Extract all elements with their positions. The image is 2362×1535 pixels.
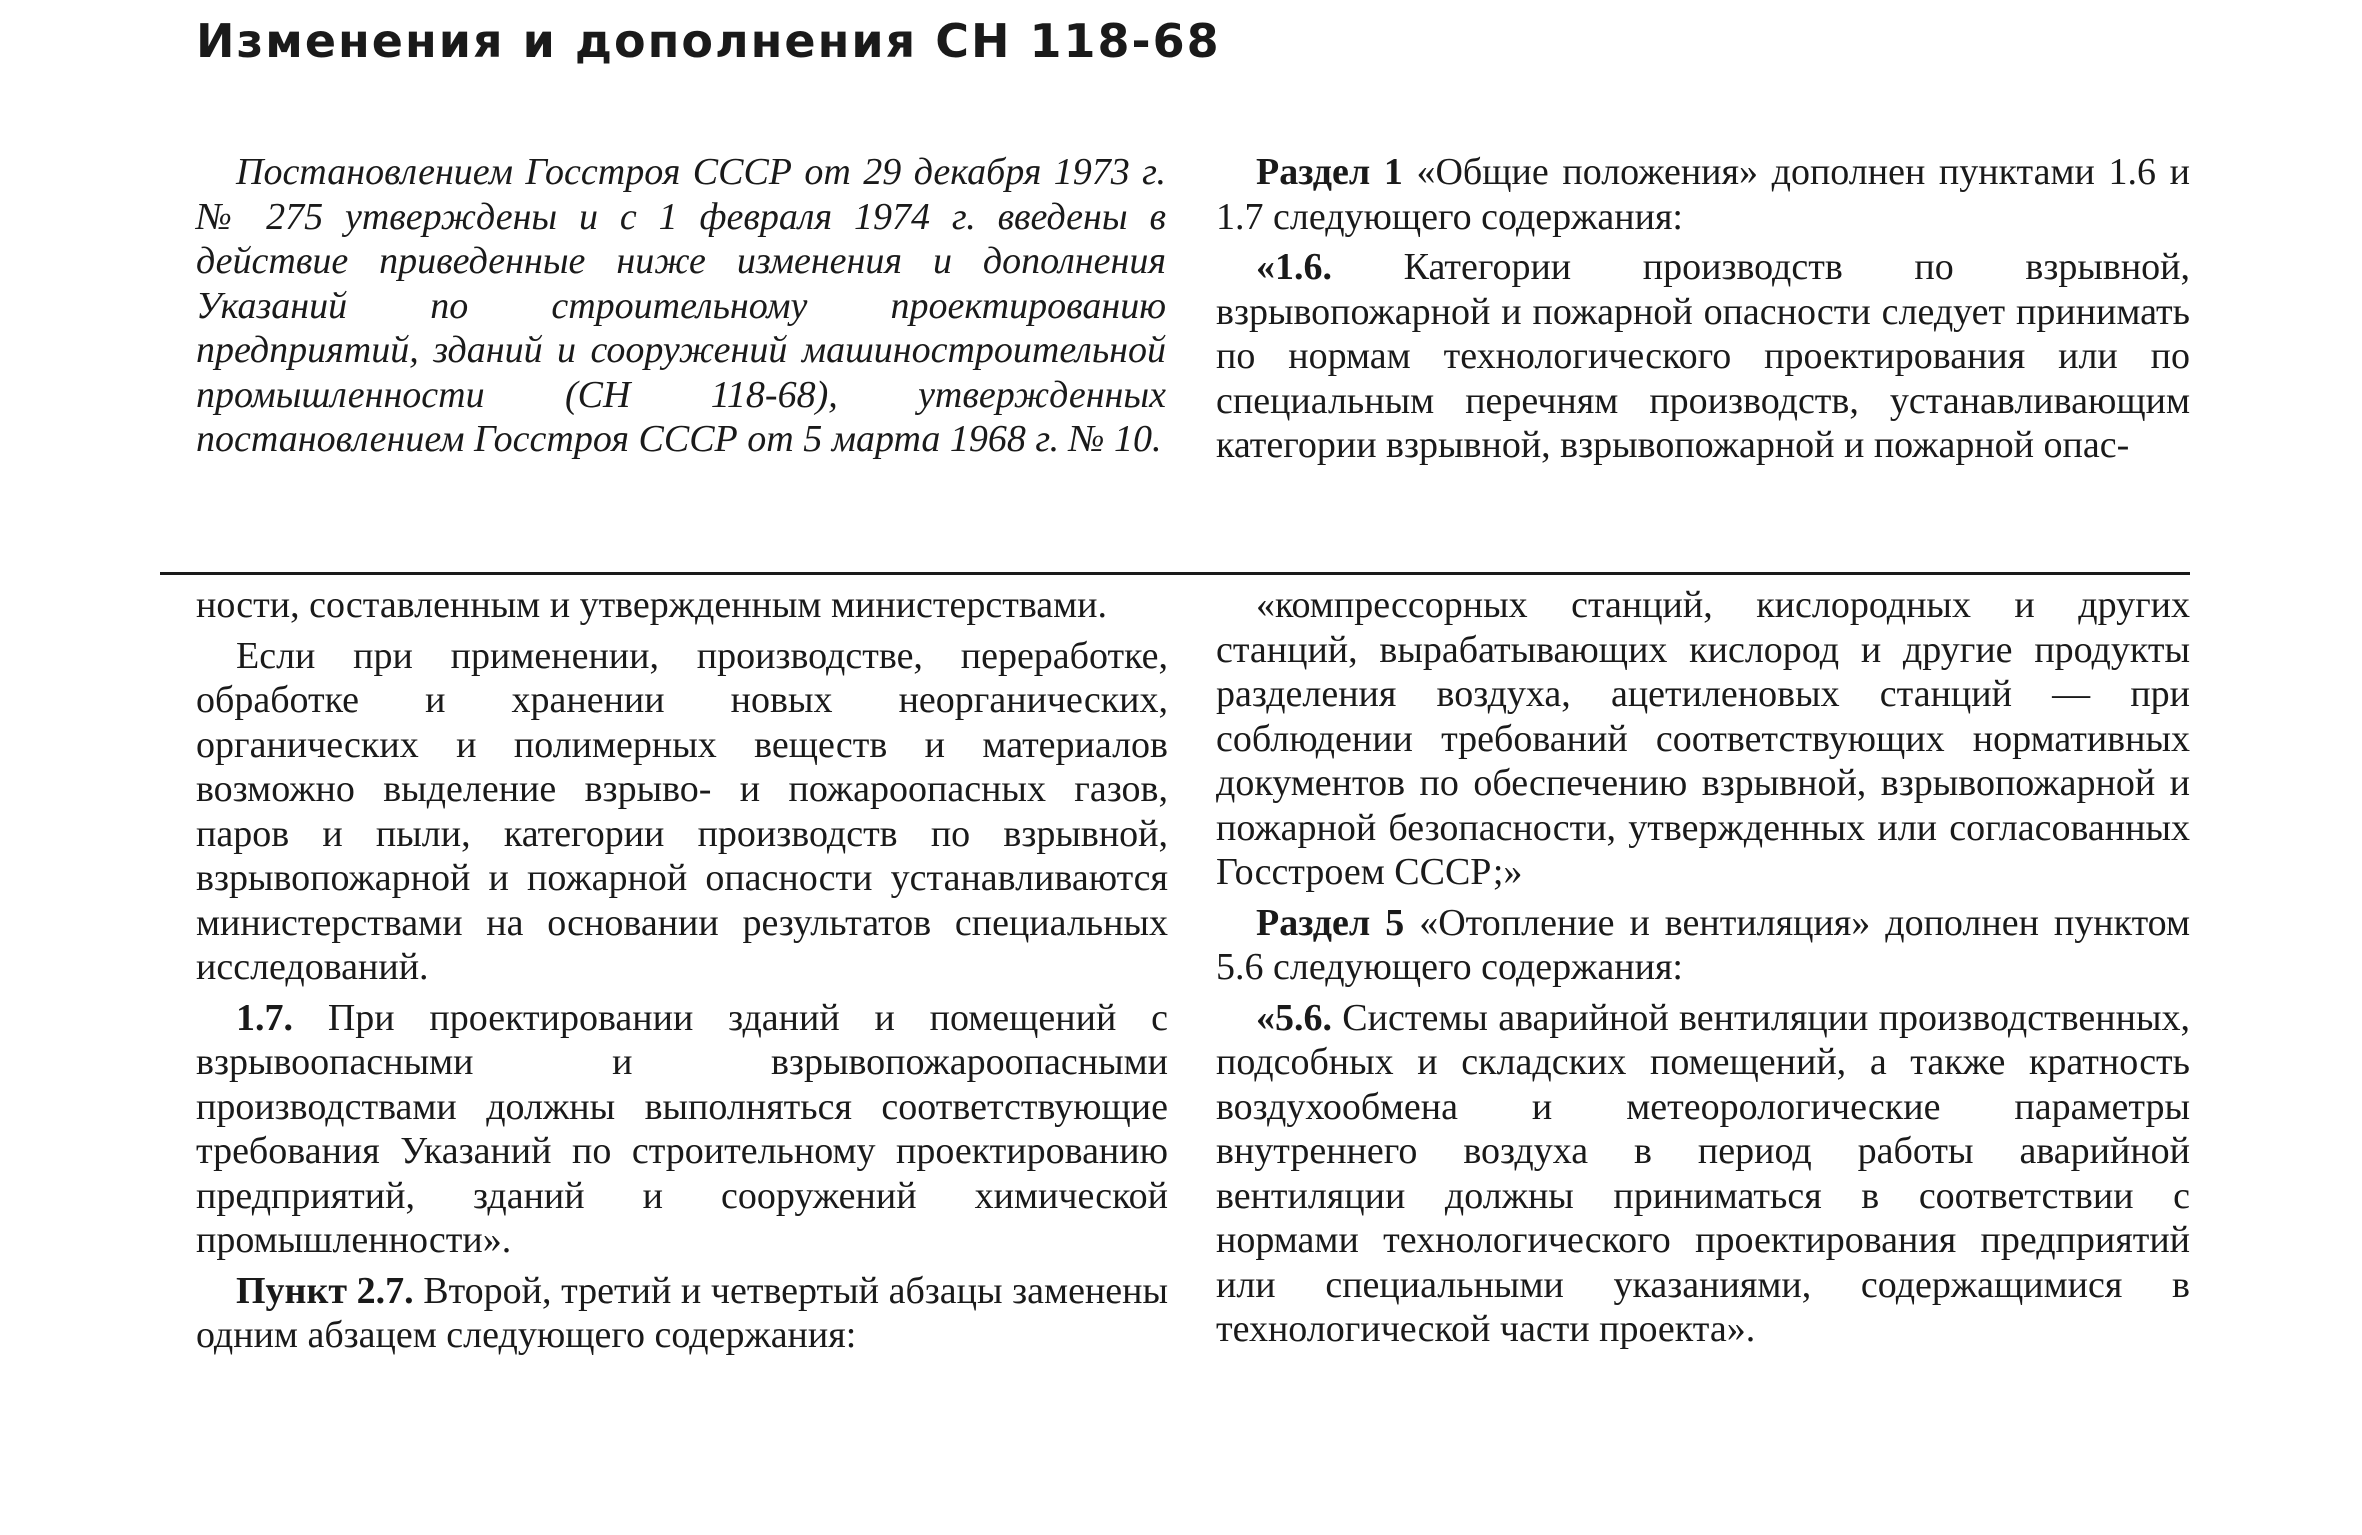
item-1-7-text: При проектировании зданий и помещений с взрывоопасными и взрывопожароопасными производствами должны выполняться соответствующие требования Указаний по строительному проектированию предприятий, зданий и сооружений химической промышленности». — [196, 996, 1168, 1261]
intro-column — [196, 150, 1166, 468]
item-1-7-paragraph — [196, 996, 1168, 1263]
section-1-column — [1216, 150, 2190, 474]
item-2-7-paragraph — [196, 1269, 1168, 1358]
intro-paragraph: Постановлением Госстроя СССР от 29 декабря 1973 г. № 275 утверждены и с 1 февраля 1974 г. введены в действие приведенные ниже изменения и дополнения Указаний по строительному проектированию предприятий, зданий и сооружений машиностроительной промышленности (СН 118-68), утвержденных постановлением Госстроя СССР от 5 марта 1968 г. № 10. — [196, 151, 1166, 460]
horizontal-divider — [160, 572, 2190, 575]
stations-quote-paragraph: «компрессорных станций, кислородных и других станций, вырабатывающих кислород и другие продукты разделения воздуха, ацетиленовых станций — при соблюдении требований соответствующих нормативных документов по обеспечению взрывной, взрывопожарной и пожарной безопасности, утвержденных или согласованных Госстроем СССР;» — [1216, 584, 2190, 893]
item-5-6-number: «5.6. — [1256, 996, 1332, 1039]
item-2-7-text: Второй, третий и четвертый абзацы заменены одним абзацем следующего содержания: — [196, 1269, 1168, 1356]
section-1-paragraph — [1216, 150, 2190, 239]
section-5-text: «Отопление и вентиляция» дополнен пунктом 5.6 следующего содержания: — [1216, 901, 2190, 988]
section-5-column — [1216, 583, 2190, 1358]
page-title: Изменения и дополнения СН 118-68 — [196, 14, 1221, 68]
section-1-title: Раздел 1 — [1256, 151, 1403, 193]
continuation-paragraph: ности, составленным и утвержденным министерствами. — [196, 584, 1108, 626]
section-5-paragraph — [1216, 901, 2190, 990]
item-1-6-paragraph — [1216, 245, 2190, 468]
section-1-text: «Общие положения» дополнен пунктами 1.6 и 1.7 следующего содержания: — [1216, 151, 2190, 238]
item-1-6-number: «1.6. — [1256, 246, 1332, 288]
continuation-column — [196, 583, 1168, 1364]
section-5-title: Раздел 5 — [1256, 901, 1405, 944]
item-1-7-number: 1.7. — [236, 996, 293, 1039]
item-5-6-text: Системы аварийной вентиляции производственных, подсобных и складских помещений, а также кратность воздухообмена и метеорологические параметры внутреннего воздуха в период работы аварийной вентиляции должны приниматься в соответствии с нормами технологического проектирования предприятий или специальными указаниями, содержащимися в технологической части проекта». — [1216, 996, 2190, 1350]
item-5-6-paragraph — [1216, 996, 2190, 1352]
item-2-7-number: Пункт 2.7. — [236, 1269, 414, 1312]
new-substances-paragraph: Если при применении, производстве, переработке, обработке и хранении новых неорганических, органических и полимерных веществ и материалов возможно выделение взрыво- и пожароопасных газов, паров и пыли, категории производств по взрывной, взрывопожарной и пожарной опасности устанавливаются министерствами на основании результатов специальных исследований. — [196, 634, 1168, 988]
item-1-6-text: Категории производств по взрывной, взрывопожарной и пожарной опасности следует принимать по нормам технологического проектирования или по специальным перечням производств, устанавливающим категории взрывной, взрывопожарной и пожарной опас- — [1216, 246, 2190, 466]
